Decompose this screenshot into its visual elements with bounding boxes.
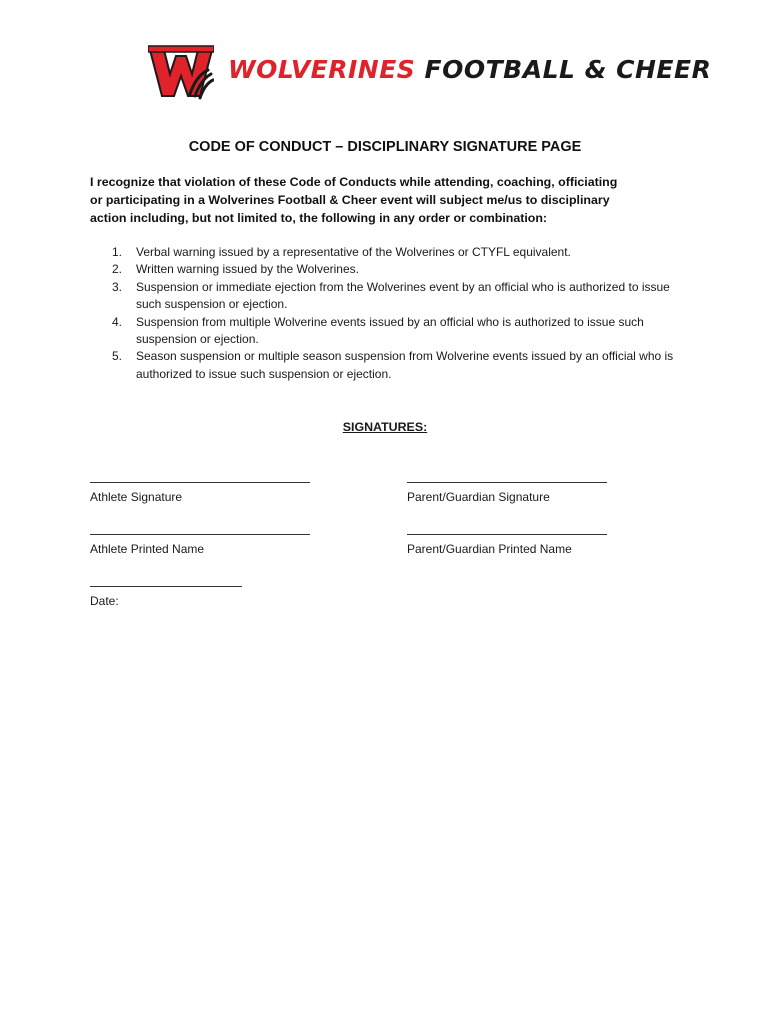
parent-printed-name-field[interactable] — [407, 534, 607, 557]
list-item-number: 5. — [112, 349, 123, 364]
parent-signature-label: Parent/Guardian Signature — [407, 490, 550, 504]
athlete-printed-name-label: Athlete Printed Name — [90, 542, 205, 556]
athlete-signature-field[interactable] — [90, 482, 310, 505]
signatures-heading: SIGNATURES: — [342, 420, 428, 434]
logo-wordmark — [228, 54, 711, 86]
signature-line — [407, 534, 607, 535]
disciplinary-actions-list — [90, 244, 690, 383]
wolverines-w-claw-icon — [148, 44, 214, 100]
list-item-number: 4. — [112, 314, 123, 329]
page-title: CODE OF CONDUCT – DISCIPLINARY SIGNATURE PAGE — [188, 139, 582, 155]
logo-wordmark-black: FOOTBALL & CHEER — [424, 55, 712, 84]
list-item-text: Verbal warning issued by a representative of the Wolverines or CTYFL equivalent. — [136, 245, 571, 259]
list-item — [90, 348, 690, 383]
list-item-text: Written warning issued by the Wolverines. — [136, 262, 359, 277]
athlete-printed-name-field[interactable] — [90, 534, 310, 557]
list-item — [90, 314, 690, 349]
list-item-number: 3. — [112, 279, 123, 294]
brand-logo — [148, 44, 712, 100]
parent-signature-field[interactable] — [407, 482, 607, 505]
athlete-signature-label: Athlete Signature — [90, 490, 183, 504]
date-field[interactable] — [90, 586, 242, 609]
signature-line — [407, 482, 607, 483]
logo-wordmark-red: WOLVERINES — [228, 55, 416, 84]
list-item-text: Suspension or immediate ejection from the Wolverines event by an official who is authorized to issue such suspension or ejection. — [136, 279, 670, 312]
intro-paragraph: I recognize that violation of these Code of Conducts while attending, coaching, officiating or participating in a Wolverines Football & Cheer event will subject me/us to disciplinary action including, but not limited to, the following in any order or combination: — [90, 175, 618, 225]
date-label: Date: — [90, 594, 119, 608]
list-item-text: Suspension from multiple Wolverine events issued by an official who is authorized to issue such suspension or ejection. — [136, 314, 644, 347]
list-item — [90, 279, 690, 314]
list-item-number: 2. — [112, 262, 123, 277]
list-item — [90, 261, 690, 278]
signature-line — [90, 482, 310, 483]
list-item-number: 1. — [112, 245, 123, 259]
signature-line — [90, 534, 310, 535]
signature-line — [90, 586, 242, 587]
list-item-text: Season suspension or multiple season suspension from Wolverine events issued by an official who is authorized to issue such suspension or ejection. — [136, 349, 674, 381]
parent-printed-name-label: Parent/Guardian Printed Name — [407, 542, 572, 556]
list-item — [90, 244, 690, 261]
